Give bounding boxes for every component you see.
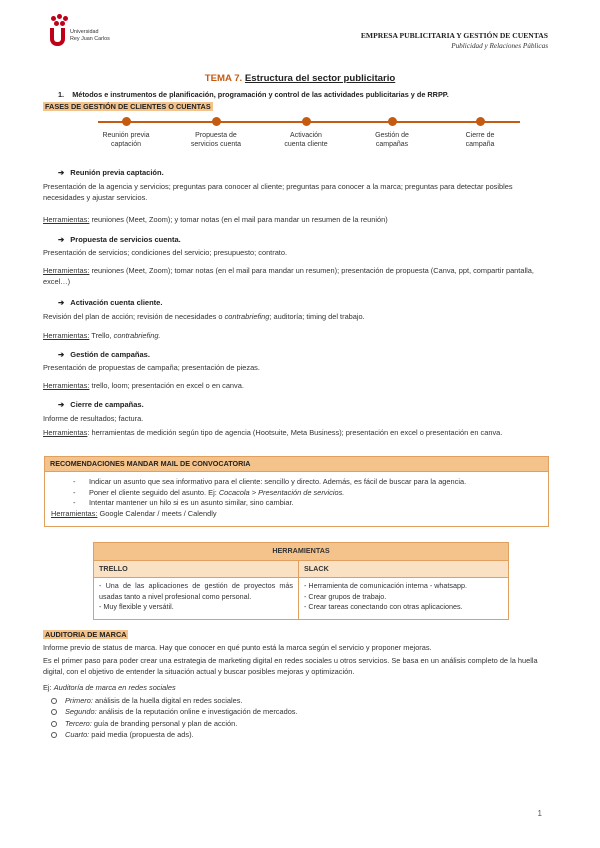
timeline-step: Reunión previa captación [86, 114, 166, 149]
phases-heading: FASES DE GESTIÓN DE CLIENTES O CUENTAS [45, 102, 211, 111]
timeline-dot [388, 117, 397, 126]
tools-line: Herramientas: Trello, contrabriefing. [43, 331, 161, 340]
section-title: Métodos e instrumentos de planificación, programación y control de las actividades publicitarias y de RRPP. [72, 90, 449, 99]
tools-line: Herramientas: reuniones (Meet, Zoom); tomar notas (en el mail para mandar un resumen); presentación de propuesta (Canva, ppt, compartir pantalla, excel…) [43, 266, 534, 286]
page-number: 1 [537, 809, 542, 818]
tools-line: Herramientas: herramientas de medición según tipo de agencia (Hootsuite, Meta Business); presentación en excel o presentación en canva. [43, 428, 503, 437]
tools-line: Herramientas: reuniones (Meet, Zoom); y tomar notas (en el mail para mandar un resumen de la reunión) [43, 215, 388, 224]
recommendations-heading: RECOMENDACIONES MANDAR MAIL DE CONVOCATORIA [45, 457, 548, 472]
timeline-step: Gestión de campañas [352, 114, 432, 149]
table-cell-trello: - Una de las aplicaciones de gestión de proyectos más usadas tanto a nivel profesional como personal. - Muy flexible y versátil. [94, 578, 299, 620]
list-item: - Indicar un asunto que sea informativo para el cliente: sencillo y directo. Además, es fácil de buscar para la agencia. [73, 477, 548, 488]
timeline-dot [122, 117, 131, 126]
list-item: Cuarto: paid media (propuesta de ads). [50, 729, 550, 740]
arrow-right-icon: ➔ [58, 168, 65, 177]
timeline-dot [212, 117, 221, 126]
arrow-right-icon: ➔ [58, 235, 65, 244]
tools-table [93, 542, 509, 620]
timeline-step: Cierre de campaña [440, 114, 520, 149]
arrow-right-icon: ➔ [58, 400, 65, 409]
example-line: Ej: Auditoría de marca en redes sociales [43, 683, 176, 692]
list-item: Primero: análisis de la huella digital en redes sociales. [50, 695, 550, 706]
table-cell-slack: - Herramienta de comunicación interna - whatsapp. - Crear grupos de trabajo. - Crear tareas conectando con otras aplicaciones. [299, 578, 509, 620]
recommendations-list [45, 472, 548, 509]
tools-line: Herramientas: trello, loom; presentación en excel o en canva. [43, 381, 244, 390]
subheading-cierre: ➔ Cierre de campañas. [58, 400, 144, 409]
paragraph: Presentación de propuestas de campaña; presentación de piezas. [43, 363, 260, 372]
recommendations-tools: Herramientas: Google Calendar / meets / Calendly [51, 509, 217, 519]
arrow-right-icon: ➔ [58, 350, 65, 359]
university-logo [50, 14, 120, 48]
arrow-right-icon: ➔ [58, 298, 65, 307]
table-column-slack: SLACK [299, 561, 509, 578]
topic-title: Estructura del sector publicitario [244, 73, 396, 84]
section-number: 1. [58, 90, 65, 99]
paragraph: Informe previo de status de marca. Hay que conocer en qué punto está la marca según el servicio y proponer mejoras. [43, 643, 432, 652]
subheading-gestion: ➔ Gestión de campañas. [58, 350, 150, 359]
paragraph: Informe de resultados; factura. [43, 414, 144, 423]
subheading-propuesta: ➔ Propuesta de servicios cuenta. [58, 235, 181, 244]
paragraph: Presentación de servicios; condiciones del servicio; presupuesto; contrato. [43, 248, 288, 257]
subheading-activacion: ➔ Activación cuenta cliente. [58, 298, 163, 307]
table-column-trello: TRELLO [94, 561, 299, 578]
topic-number: TEMA 7. [204, 73, 243, 84]
section-1-heading [58, 90, 449, 101]
list-item: Segundo: análisis de la reputación online e investigación de mercados. [50, 706, 550, 717]
logo-line-2: Rey Juan Carlos [70, 36, 110, 43]
crest-icon [50, 14, 68, 48]
audit-list [50, 695, 550, 741]
phases-timeline [70, 114, 550, 154]
list-item: Tercero: guía de branding personal y plan de acción. [50, 718, 550, 729]
paragraph: Es el primer paso para poder crear una estrategia de marketing digital en redes sociales u otros servicios. Se basa en un análisis completo de la huella digital, con el objetivo de entender la situación actual y buscar posibles mejoras y optimización. [43, 656, 538, 676]
list-item: - Poner el cliente seguido del asunto. Ej: Cocacola > Presentación de servicios. [73, 488, 548, 499]
recommendations-box [44, 456, 549, 527]
timeline-dot [302, 117, 311, 126]
paragraph: Presentación de la agencia y servicios; preguntas para conocer al cliente; preguntas para conocer a la marca; preguntas para detectar posibles necesidades y ajustar servicios. [43, 182, 513, 202]
timeline-dot [476, 117, 485, 126]
table-heading: HERRAMIENTAS [94, 543, 509, 561]
course-title: EMPRESA PUBLICITARIA Y GESTIÓN DE CUENTAS [360, 31, 548, 40]
timeline-step: Propuesta de servicios cuenta [176, 114, 256, 149]
paragraph: Revisión del plan de acción; revisión de necesidades o contrabriefing; auditoría; timing del trabajo. [43, 312, 365, 321]
subheading-reunion: ➔ Reunión previa captación. [58, 168, 164, 177]
logo-line-1: Universidad [70, 29, 99, 35]
topic-heading [0, 72, 600, 86]
course-subtitle: Publicidad y Relaciones Públicas [451, 42, 548, 50]
audit-heading: AUDITORIA DE MARCA [45, 630, 127, 639]
timeline-step: Activación cuenta cliente [266, 114, 346, 149]
list-item: - Intentar mantener un hilo si es un asunto similar, sino cambiar. [73, 498, 548, 509]
